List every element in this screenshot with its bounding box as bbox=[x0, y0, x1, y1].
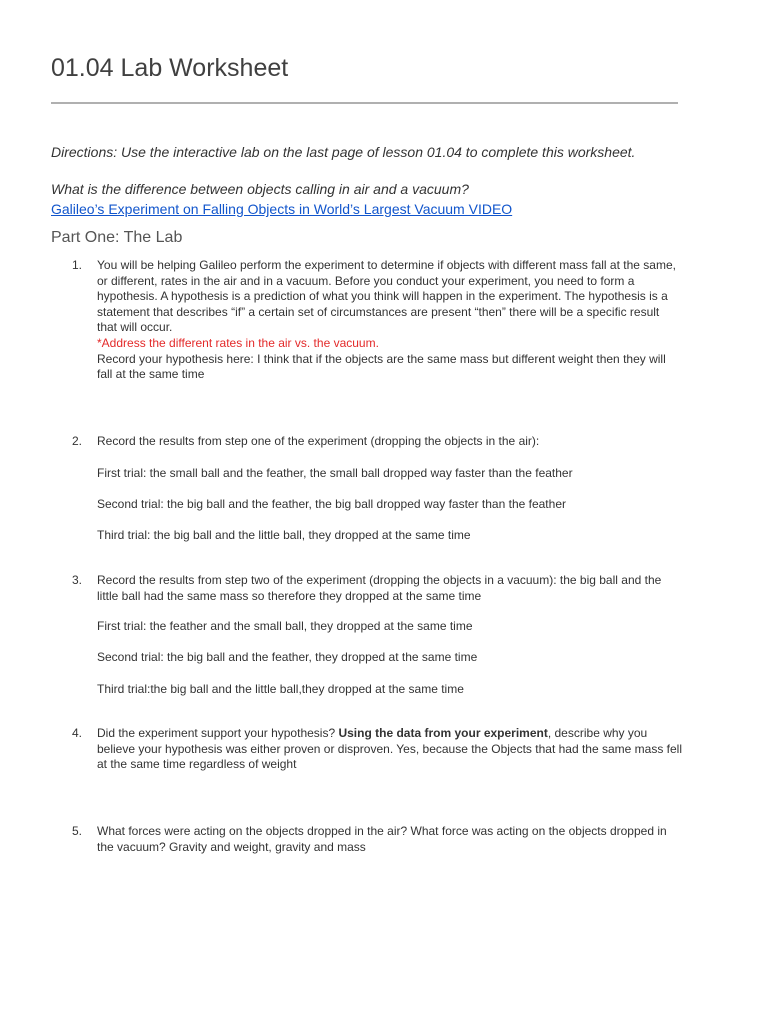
item-number: 3. bbox=[72, 573, 83, 587]
part-one-heading: Part One: The Lab bbox=[51, 229, 183, 246]
guiding-question: What is the difference between objects calling in air and a vacuum? bbox=[51, 181, 469, 197]
item-number: 2. bbox=[72, 434, 83, 448]
hypothesis-answer: Record your hypothesis here: I think that if the objects are the same mass but different weight then they will fall at the same time bbox=[97, 351, 666, 382]
item-text: Record the results from step one of the experiment (dropping the objects in the air): bbox=[97, 434, 540, 448]
item-text: Record the results from step two of the experiment (dropping the objects in a vacuum): the big ball and the little ball had the same mass so therefore they dropped at the same time bbox=[97, 573, 662, 603]
item-text-end: , describe why you believe your hypothesis was either proven or disproven. Yes, because the Objects that had the same mass fell at the same time regardless of weight bbox=[97, 726, 682, 772]
item-text-start: Did the experiment support your hypothesis? bbox=[97, 726, 339, 740]
item-body bbox=[97, 573, 682, 604]
item-number: 5. bbox=[72, 824, 83, 838]
item-body bbox=[97, 434, 682, 450]
item-number: 1. bbox=[72, 258, 83, 272]
item-text-bold: Using the data from your experiment bbox=[338, 726, 548, 740]
item-body bbox=[97, 824, 682, 855]
item-highlight-note: *Address the different rates in the air vs. the vacuum. bbox=[97, 335, 379, 350]
item-text: What forces were acting on the objects dropped in the air? What force was acting on the objects dropped in the vacuum? Gravity and weight, gravity and mass bbox=[97, 824, 667, 854]
page-title: 01.04 Lab Worksheet bbox=[51, 54, 289, 82]
vacuum-trial-2: Second trial: the big ball and the feather, they dropped at the same time bbox=[97, 650, 478, 664]
air-trial-2: Second trial: the big ball and the feather, the big ball dropped way faster than the feather bbox=[97, 497, 566, 511]
directions-text: Directions: Use the interactive lab on the last page of lesson 01.04 to complete this worksheet. bbox=[51, 144, 636, 160]
item-body bbox=[97, 258, 682, 383]
title-divider bbox=[51, 102, 678, 104]
air-trial-1: First trial: the small ball and the feather, the small ball dropped way faster than the feather bbox=[97, 466, 573, 480]
item-text: You will be helping Galileo perform the experiment to determine if objects with different mass fall at the same, or different, rates in the air and in a vacuum. Before you conduct your experiment, you need to form a hypothesis. A hypothesis is a prediction of what you think will happen in the experiment. The hypothesis is a statement that describes “if” a certain set of circumstances are present “then” there will be a specific result that will occur. bbox=[97, 258, 676, 335]
item-number: 4. bbox=[72, 726, 83, 740]
item-text bbox=[97, 726, 682, 773]
air-trial-3: Third trial: the big ball and the little ball, they dropped at the same time bbox=[97, 528, 471, 542]
item-body bbox=[97, 726, 682, 773]
vacuum-trial-1: First trial: the feather and the small ball, they dropped at the same time bbox=[97, 619, 473, 633]
video-link[interactable]: Galileo’s Experiment on Falling Objects in World’s Largest Vacuum VIDEO bbox=[51, 201, 513, 217]
vacuum-trial-3: Third trial:the big ball and the little ball,they dropped at the same time bbox=[97, 682, 464, 696]
